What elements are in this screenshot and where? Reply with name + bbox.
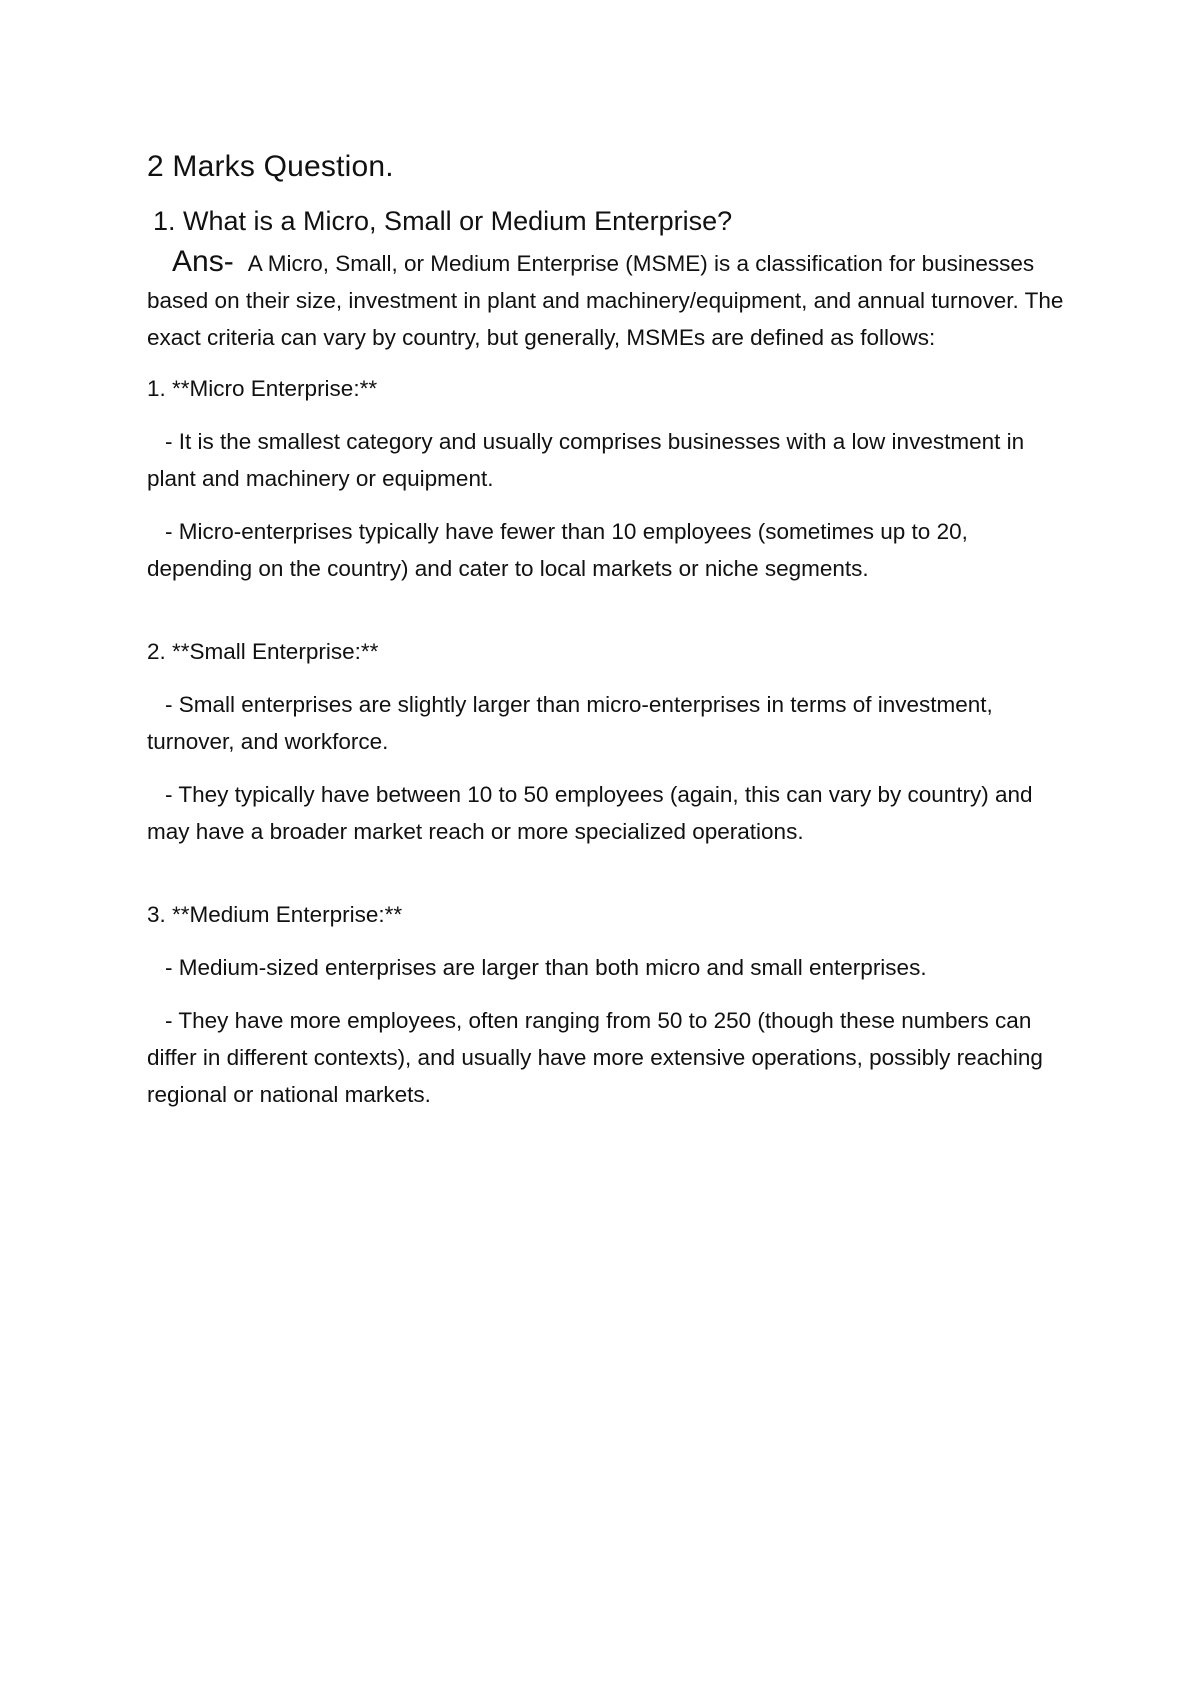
answer-label: Ans- [172,245,234,278]
section-medium [147,896,1077,1113]
section-title: 2. **Small Enterprise:** [147,639,379,664]
bullet-point: - They have more employees, often ranging from 50 to 250 (though these numbers can differ in different contexts), and usually have more extensive operations, possibly reaching regional or national markets. [147,1008,1043,1107]
page-heading: 2 Marks Question. [147,150,394,183]
bullet-point: - Small enterprises are slightly larger than micro-enterprises in terms of investment, turnover, and workforce. [147,692,993,754]
bullet-point: - Medium-sized enterprises are larger than both micro and small enterprises. [165,955,927,980]
bullet-point: - It is the smallest category and usually comprises businesses with a low investment in plant and machinery or equipment. [147,429,1025,491]
document-content [147,150,1077,1129]
section-title: 1. **Micro Enterprise:** [147,376,378,401]
answer-text: A Micro, Small, or Medium Enterprise (MSME) is a classification for businesses based on their size, investment in plant and machinery/equipment, and annual turnover. The exact criteria can vary by country, but generally, MSMEs are defined as follows: [147,251,1064,350]
bullet-point: - Micro-enterprises typically have fewer than 10 employees (sometimes up to 20, depending on the country) and cater to local markets or niche segments. [147,519,968,581]
section-micro [147,370,1077,587]
bullet-point: - They typically have between 10 to 50 employees (again, this can vary by country) and may have a broader market reach or more specialized operations. [147,782,1033,844]
section-title: 3. **Medium Enterprise:** [147,902,403,927]
section-small [147,633,1077,850]
question-text: 1. What is a Micro, Small or Medium Enterprise? [153,206,733,236]
answer-paragraph [147,243,1077,356]
